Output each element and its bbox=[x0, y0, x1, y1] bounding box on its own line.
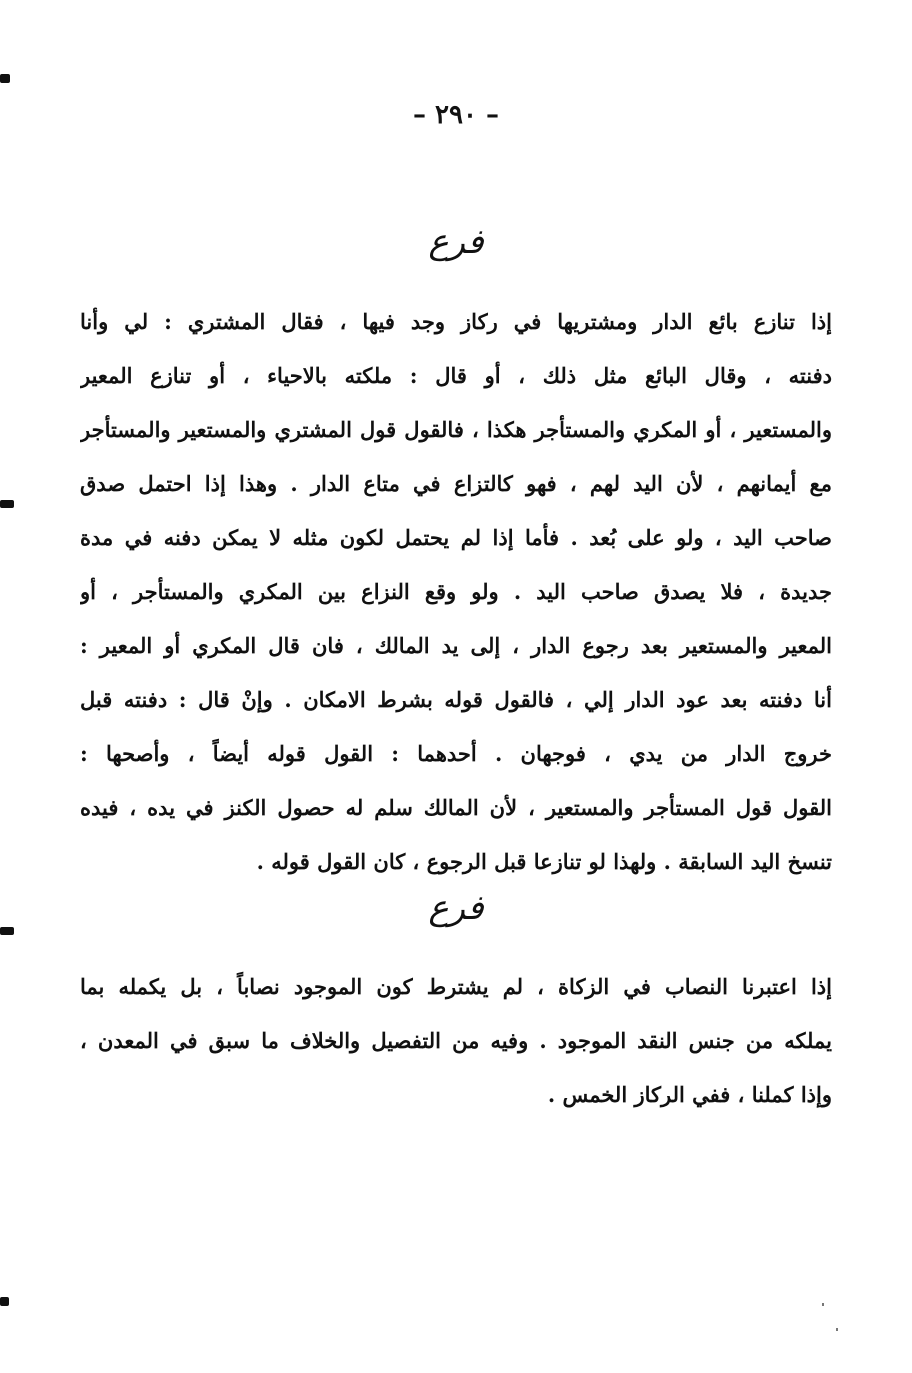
text-line: أنا دفنته بعد عود الدار إلي ، فالقول قوله بشرط الامكان . وإنْ قال : دفنته قبل bbox=[80, 687, 832, 712]
text-line: صاحب اليد ، ولو على بُعد . فأما إذا لم يحتمل لكون مثله لا يمكن دفنه في مدة bbox=[80, 525, 832, 550]
text-line: جديدة ، فلا يصدق صاحب اليد . ولو وقع النزاع بين المكري والمستأجر ، أو bbox=[80, 579, 832, 604]
scan-speck bbox=[822, 1303, 824, 1306]
margin-mark bbox=[0, 927, 14, 935]
text-line: إذا تنازع بائع الدار ومشتريها في ركاز وجد فيها ، فقال المشتري : لي وأنا bbox=[80, 309, 832, 334]
text-line: خروج الدار من يدي ، فوجهان . أحدهما : القول قوله أيضاً ، وأصحها : bbox=[80, 741, 832, 766]
margin-mark bbox=[0, 1297, 9, 1306]
margin-mark bbox=[0, 500, 14, 508]
section-paragraph bbox=[80, 960, 832, 1122]
text-line: مع أيمانهم ، لأن اليد لهم ، فهو كالتزاع في متاع الدار . وهذا إذا احتمل صدق bbox=[80, 471, 832, 496]
text-line: والمستعير ، أو المكري والمستأجر هكذا ، فالقول قول المشتري والمستعير والمستأجر bbox=[80, 417, 832, 442]
margin-mark bbox=[0, 74, 10, 83]
page-number: – ٢٩٠ – bbox=[412, 100, 500, 130]
text-line: وإذا كملنا ، ففي الركاز الخمس . bbox=[547, 1082, 832, 1107]
text-line: دفنته ، وقال البائع مثل ذلك ، أو قال : ملكته بالاحياء ، أو تنازع المعير bbox=[80, 363, 832, 388]
text-line: القول قول المستأجر والمستعير ، لأن المالك سلم له حصول الكنز في يده ، فيده bbox=[80, 795, 832, 820]
text-line: المعير والمستعير بعد رجوع الدار ، إلى يد المالك ، فان قال المكري أو المعير : bbox=[80, 633, 832, 658]
text-line: إذا اعتبرنا النصاب في الزكاة ، لم يشترط كون الموجود نصاباً ، بل يكمله بما bbox=[80, 974, 832, 999]
scan-speck bbox=[836, 1328, 838, 1331]
text-line: تنسخ اليد السابقة . ولهذا لو تنازعا قبل الرجوع ، كان القول قوله . bbox=[256, 849, 832, 874]
section-heading: فرع bbox=[428, 888, 484, 928]
section-heading: فرع bbox=[428, 222, 484, 262]
section-paragraph bbox=[80, 295, 832, 889]
text-line: يملكه من جنس النقد الموجود . وفيه من التفصيل والخلاف ما سبق في المعدن ، bbox=[80, 1028, 832, 1053]
